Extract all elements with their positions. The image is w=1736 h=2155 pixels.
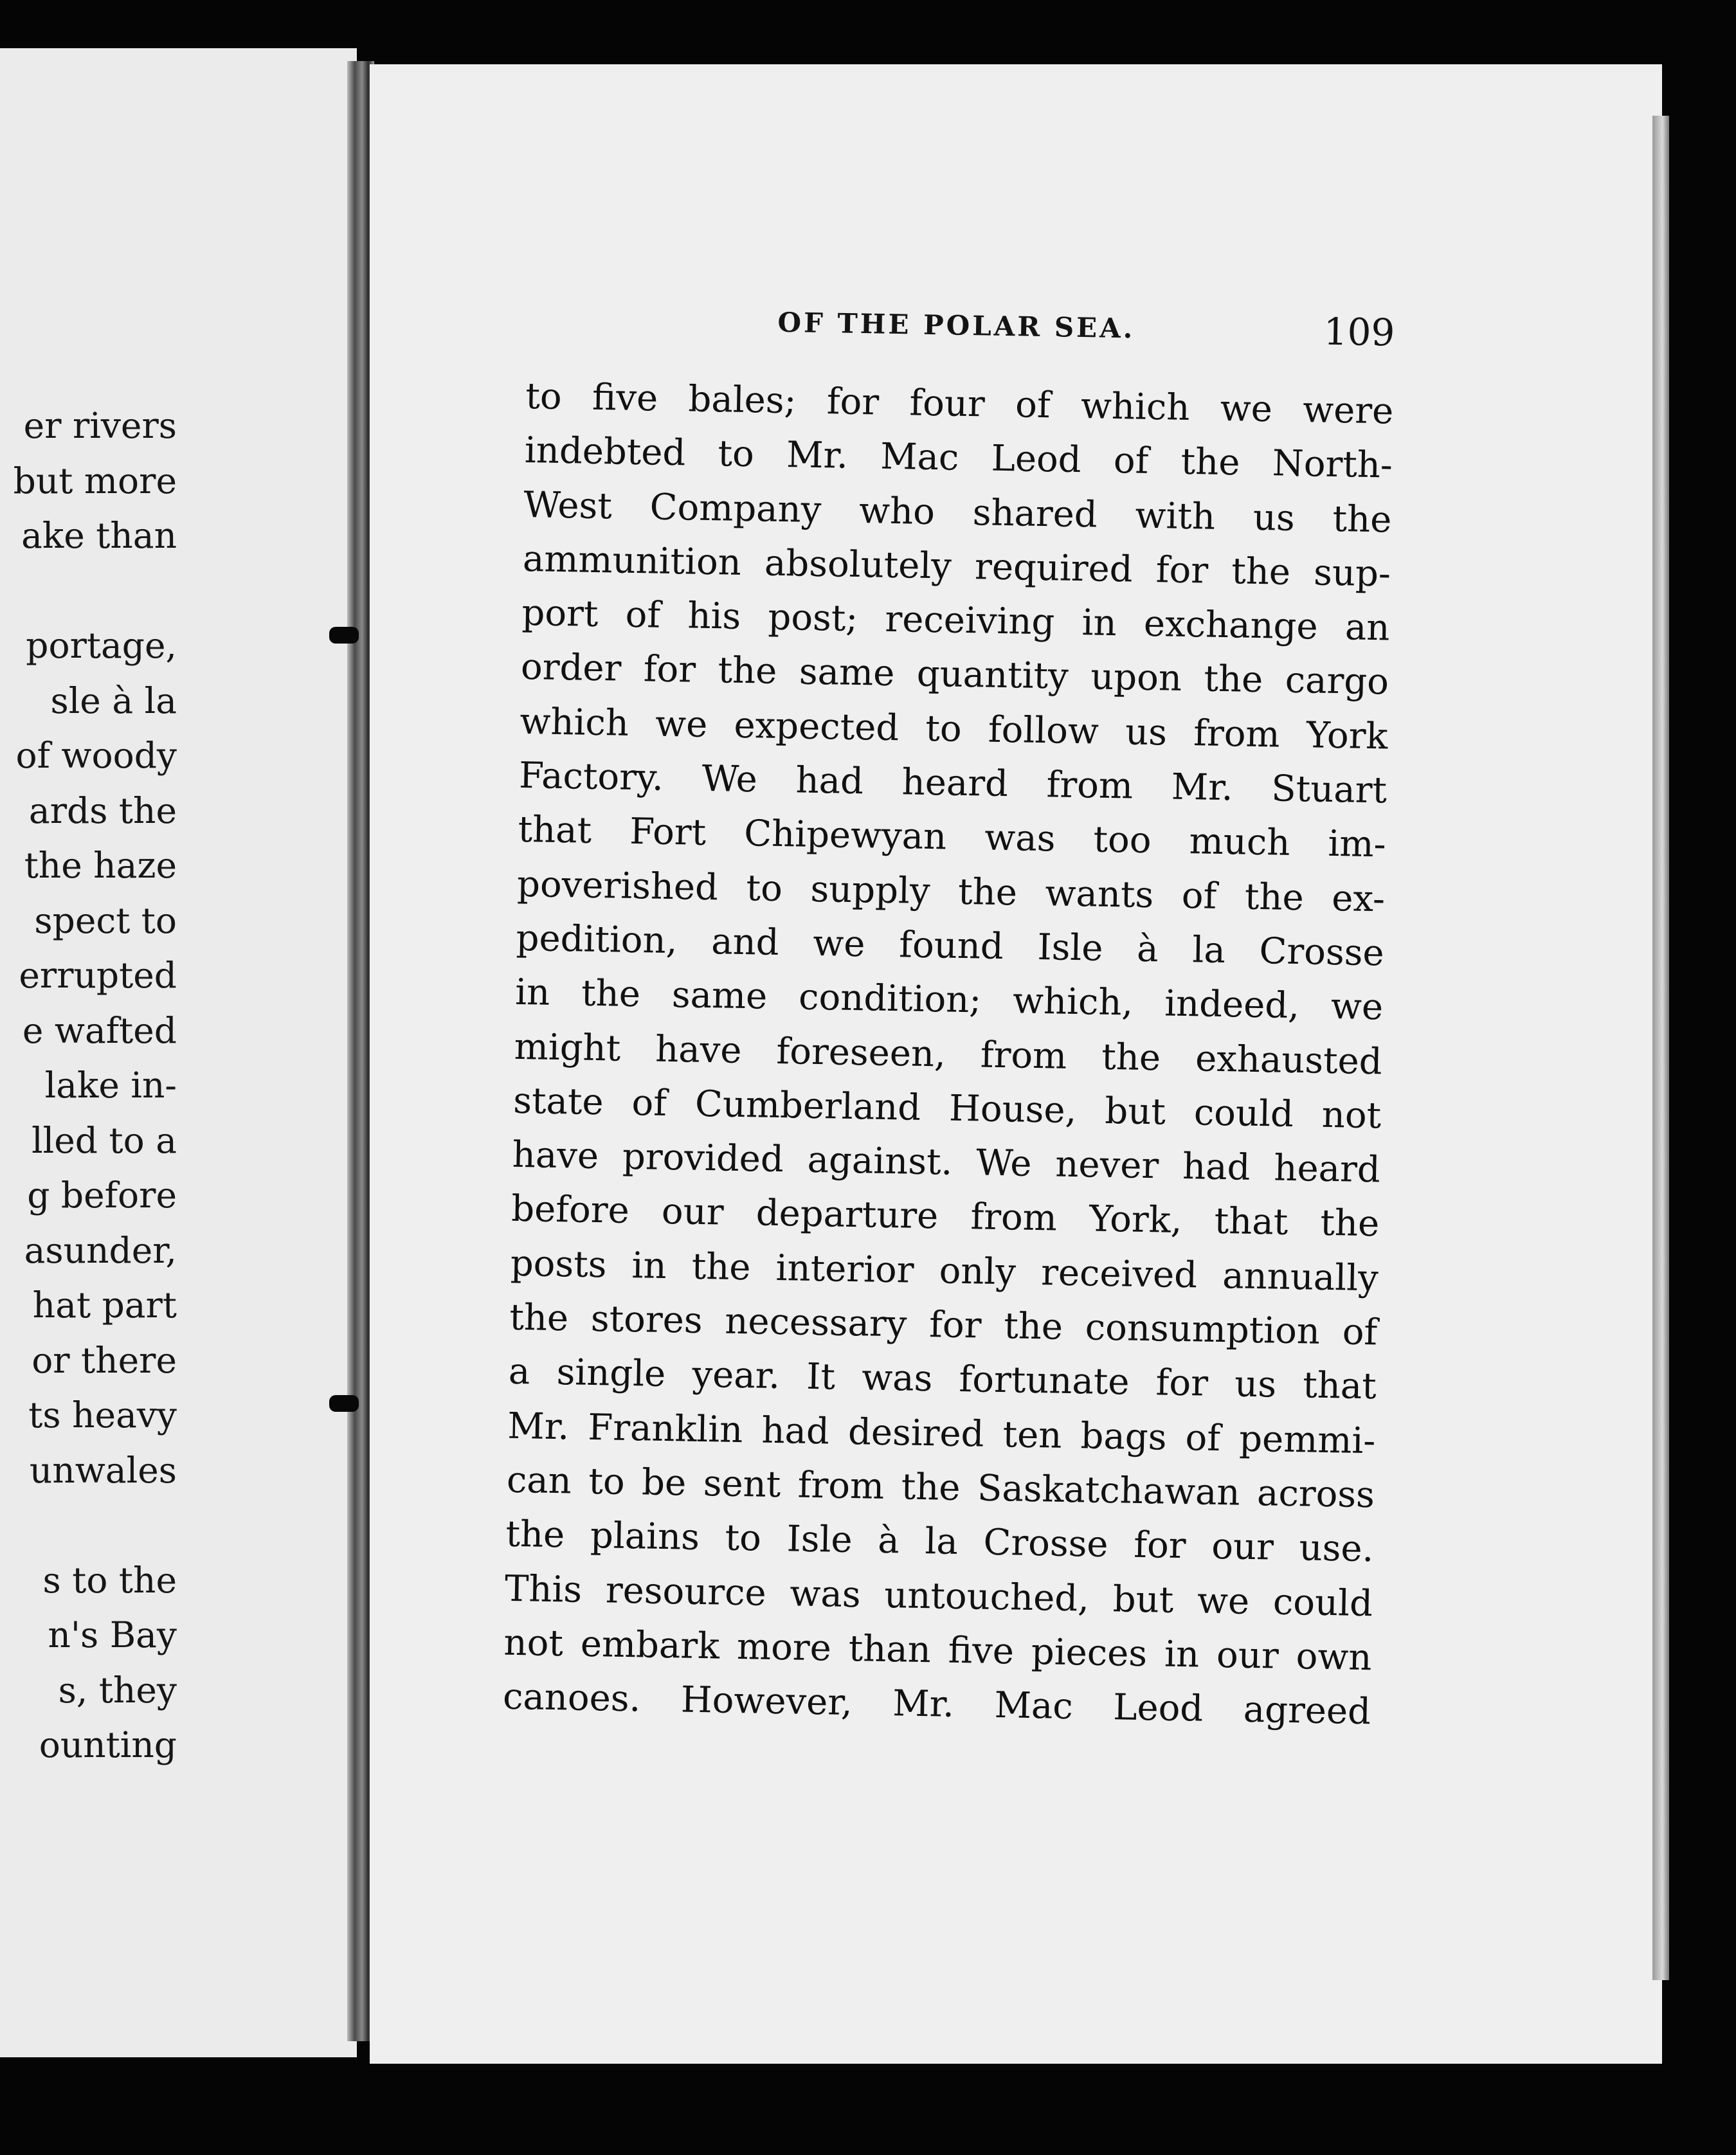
running-title: OF THE POLAR SEA. xyxy=(777,306,1135,345)
text-line: canoes. However, Mr. Mac Leod agreed xyxy=(502,1675,1371,1733)
page-edge xyxy=(1652,116,1669,1980)
text-line: Mr. Franklin had desired ten bags of pemmi- xyxy=(507,1405,1376,1462)
text-line: n's Bay xyxy=(48,1614,177,1655)
text-line xyxy=(0,1498,177,1553)
text-line: unwales xyxy=(29,1449,177,1491)
text-line: in the same condition; which, indeed, we xyxy=(514,971,1384,1029)
text-line: posts in the interior only received annually xyxy=(510,1242,1379,1300)
binding-stitch xyxy=(329,1395,359,1412)
text-line: not embark more than five pieces in our own xyxy=(503,1621,1372,1679)
text-line: pedition, and we found Isle à la Crosse xyxy=(516,917,1385,975)
text-line: have provided against. We never had heard xyxy=(512,1133,1381,1191)
text-line: This resource was untouched, but we could xyxy=(504,1567,1373,1625)
text-line: the plains to Isle à la Crosse for our use. xyxy=(505,1513,1374,1571)
text-line: ammunition absolutely required for the sup- xyxy=(522,537,1391,595)
text-line: but more xyxy=(13,460,177,501)
text-line: sle à la xyxy=(50,680,177,721)
text-line: might have foreseen, from the exhausted xyxy=(514,1025,1383,1083)
text-line: portage, xyxy=(26,625,177,666)
text-line: s to the xyxy=(42,1559,177,1601)
text-line: to five bales; for four of which we were xyxy=(525,375,1394,433)
text-line: ounting xyxy=(39,1724,177,1765)
text-line: ake than xyxy=(21,515,177,556)
text-line: ards the xyxy=(28,789,177,831)
text-line: Factory. We had heard from Mr. Stuart xyxy=(518,754,1388,812)
text-line: asunder, xyxy=(24,1229,177,1271)
body-text xyxy=(502,370,1394,1740)
text-line: g before xyxy=(27,1175,177,1216)
text-line: can to be sent from the Saskatchawan across xyxy=(506,1459,1375,1517)
text-line: the haze xyxy=(24,845,177,886)
text-line: before our departure from York, that the xyxy=(511,1188,1380,1245)
right-page-text-block xyxy=(502,302,1395,1740)
text-line: indebted to Mr. Mac Leod of the North- xyxy=(524,429,1393,487)
text-line: poverished to supply the wants of the ex- xyxy=(516,863,1386,921)
text-line: spect to xyxy=(34,899,177,941)
text-line: s, they xyxy=(58,1669,177,1711)
text-line: lled to a xyxy=(32,1119,177,1161)
text-line: that Fort Chipewyan was too much im- xyxy=(518,809,1387,866)
text-line: e wafted xyxy=(22,1009,177,1051)
text-line: which we expected to follow us from York xyxy=(520,700,1388,758)
text-line: state of Cumberland House, but could not xyxy=(512,1079,1382,1137)
left-page xyxy=(0,48,357,2057)
text-line: a single year. It was fortunate for us that xyxy=(508,1351,1377,1408)
text-line: errupted xyxy=(19,955,177,996)
text-line: or there xyxy=(32,1339,177,1381)
text-line xyxy=(0,564,177,619)
text-line: hat part xyxy=(32,1285,177,1326)
text-line: port of his post; receiving in exchange an xyxy=(521,592,1390,649)
text-line: order for the same quantity upon the cargo xyxy=(520,646,1389,703)
text-line: lake in- xyxy=(44,1065,177,1106)
text-line: of woody xyxy=(15,735,177,776)
text-line: West Company who shared with us the xyxy=(523,483,1392,541)
text-line: er rivers xyxy=(23,405,177,446)
page-number: 109 xyxy=(1323,309,1395,355)
left-page-text xyxy=(0,399,177,1773)
text-line: ts heavy xyxy=(28,1394,177,1436)
binding-stitch xyxy=(329,627,359,644)
text-line: the stores necessary for the consumption of xyxy=(509,1296,1378,1354)
